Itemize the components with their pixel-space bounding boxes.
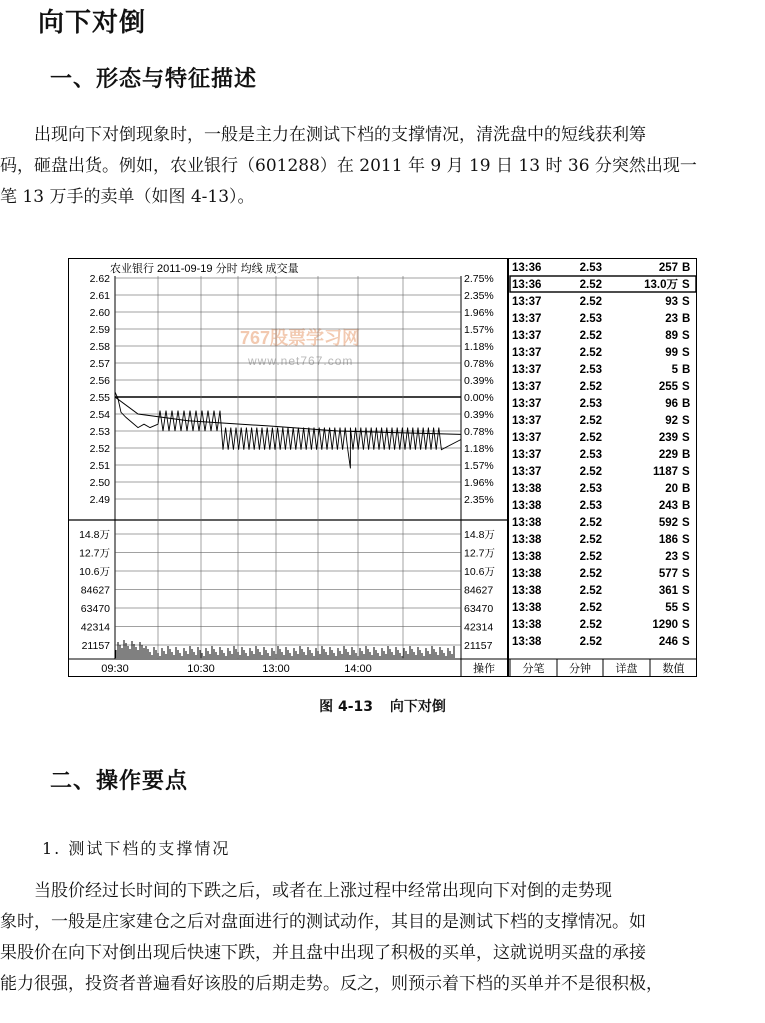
volume-tick-label-right: 84627 xyxy=(464,584,494,597)
trade-side: S xyxy=(682,534,690,546)
trade-price: 2.53 xyxy=(579,398,602,410)
trade-side: B xyxy=(682,500,691,512)
trade-volume: 20 xyxy=(665,483,678,495)
volume-tick-label: 14.8万 xyxy=(79,529,110,541)
section-heading-2: 二、操作要点 xyxy=(50,769,189,794)
trade-volume: 23 xyxy=(665,313,678,325)
price-tick-label: 2.53 xyxy=(89,426,110,438)
trade-side: S xyxy=(682,381,690,393)
time-tick-label: 14:00 xyxy=(344,663,372,675)
price-tick-label: 2.61 xyxy=(89,290,110,302)
trade-price: 2.52 xyxy=(579,432,602,444)
price-tick-label: 2.58 xyxy=(89,341,110,353)
volume-tick-label-right: 10.6万 xyxy=(464,566,495,578)
trade-price: 2.52 xyxy=(579,585,602,597)
trade-price: 2.52 xyxy=(579,296,602,308)
price-tick-label: 2.62 xyxy=(89,273,110,285)
trade-side: B xyxy=(682,364,691,376)
price-tick-label: 2.59 xyxy=(89,324,110,336)
percent-tick-label: 2.35% xyxy=(464,290,494,302)
percent-tick-label: 1.18% xyxy=(464,443,494,455)
trade-side: B xyxy=(682,262,691,274)
percent-tick-label: 0.78% xyxy=(464,426,494,438)
section-heading-1: 一、形态与特征描述 xyxy=(50,67,258,92)
volume-tick-label-right: 21157 xyxy=(464,640,493,652)
percent-tick-label: 1.57% xyxy=(464,324,494,336)
trade-time: 13:38 xyxy=(512,517,542,529)
price-tick-label: 2.54 xyxy=(89,409,110,421)
trade-time: 13:37 xyxy=(512,364,542,376)
trade-time: 13:36 xyxy=(512,279,542,291)
trade-time: 13:38 xyxy=(512,483,542,495)
volume-tick-label-right: 63470 xyxy=(464,603,494,615)
trade-time: 13:37 xyxy=(512,296,542,308)
trade-time: 13:38 xyxy=(512,585,542,597)
trade-volume: 92 xyxy=(665,415,678,427)
paragraph-1-line: 出现向下对倒现象时，一般是主力在测试下档的支撑情况，清洗盘中的短线获利筹 xyxy=(34,125,646,145)
trade-time: 13:36 xyxy=(512,262,542,274)
paragraph-2-line: 象时，一般是庄家建仓之后对盘面进行的测试动作，其目的是测试下档的支撑情况。如 xyxy=(0,912,646,932)
trade-side: S xyxy=(682,619,690,631)
trade-volume: 5 xyxy=(671,364,678,376)
volume-tick-label: 21157 xyxy=(81,640,110,652)
trade-side: B xyxy=(682,449,691,461)
trade-price: 2.53 xyxy=(579,262,602,274)
trade-time: 13:38 xyxy=(512,500,542,512)
trade-price: 2.52 xyxy=(579,602,602,614)
trade-volume: 1187 xyxy=(653,466,678,478)
trade-side: B xyxy=(682,398,691,410)
trade-volume: 13.0万 xyxy=(644,279,678,291)
paragraph-2 xyxy=(0,876,765,1000)
percent-tick-label: 0.39% xyxy=(464,409,494,421)
trade-side: S xyxy=(682,296,690,308)
volume-tick-label: 63470 xyxy=(80,603,110,615)
volume-tick-label-right: 12.7万 xyxy=(464,547,495,560)
figure-caption-text: 向下对倒 xyxy=(389,699,446,715)
price-tick-label: 2.60 xyxy=(89,307,110,319)
trade-price: 2.52 xyxy=(579,619,602,631)
trade-volume: 89 xyxy=(665,330,678,342)
percent-tick-label: 2.75% xyxy=(464,273,494,285)
figure-caption xyxy=(0,696,765,716)
price-tick-label: 2.57 xyxy=(89,358,110,370)
intraday-chart-figure xyxy=(68,258,698,678)
paragraph-2-line: 果股价在向下对倒出现后快速下跌，并且盘中出现了积极的买单，这就说明买盘的承接 xyxy=(0,943,646,963)
trade-volume: 592 xyxy=(658,517,678,529)
paragraph-2-line: 能力很强，投资者普遍看好该股的后期走势。反之，则预示着下档的买单并不是很积极， xyxy=(0,974,663,994)
figure-frame xyxy=(69,259,697,677)
trade-volume: 96 xyxy=(665,398,678,410)
trade-side: S xyxy=(682,330,690,342)
tab-0[interactable]: 分笔 xyxy=(522,663,545,675)
trade-time: 13:37 xyxy=(512,381,542,393)
trade-side: S xyxy=(682,279,690,291)
price-tick-label: 2.50 xyxy=(89,477,110,489)
trade-time: 13:37 xyxy=(512,449,542,461)
trade-price: 2.53 xyxy=(579,483,602,495)
trade-side: S xyxy=(682,466,690,478)
trade-price: 2.52 xyxy=(579,517,602,529)
figure-caption-number: 图 4-13 xyxy=(319,699,374,715)
price-tick-label: 2.51 xyxy=(89,460,110,472)
percent-tick-label: 2.35% xyxy=(464,494,494,506)
paragraph-1 xyxy=(0,120,765,213)
chart-header: 农业银行 2011-09-19 分时 均线 成交量 xyxy=(110,263,299,275)
trade-price: 2.52 xyxy=(579,568,602,580)
page-title: 向下对倒 xyxy=(38,8,147,38)
trade-side: S xyxy=(682,585,690,597)
time-tick-label: 10:30 xyxy=(187,663,215,675)
watermark-url: www.net767.com xyxy=(248,354,354,368)
volume-tick-label-right: 14.8万 xyxy=(464,529,495,541)
trade-volume: 239 xyxy=(658,432,678,444)
trade-volume: 243 xyxy=(658,500,678,512)
operate-button-label: 操作 xyxy=(473,663,495,675)
trade-side: S xyxy=(682,432,690,444)
trade-side: S xyxy=(682,602,690,614)
trade-price: 2.52 xyxy=(579,330,602,342)
trade-volume: 99 xyxy=(665,347,678,359)
trade-volume: 1290 xyxy=(652,619,678,631)
trade-time: 13:38 xyxy=(512,568,542,580)
trade-volume: 23 xyxy=(665,551,678,563)
trade-volume: 255 xyxy=(658,381,678,393)
trade-time: 13:37 xyxy=(512,398,542,410)
trade-price: 2.53 xyxy=(579,449,602,461)
trade-side: B xyxy=(682,483,691,495)
trade-volume: 93 xyxy=(665,296,678,308)
trade-time: 13:37 xyxy=(512,347,542,359)
trade-time: 13:37 xyxy=(512,432,542,444)
trade-volume: 186 xyxy=(658,534,678,546)
trade-side: S xyxy=(682,347,690,359)
trade-price: 2.52 xyxy=(579,551,602,563)
trade-price: 2.52 xyxy=(579,534,602,546)
volume-tick-label: 12.7万 xyxy=(79,547,110,560)
trade-price: 2.52 xyxy=(579,466,602,478)
trade-volume: 246 xyxy=(658,636,678,648)
paragraph-1-line: 笔 13 万手的卖单（如图 4-13）。 xyxy=(0,187,255,207)
trade-price: 2.52 xyxy=(579,381,602,393)
trade-side: S xyxy=(682,517,690,529)
percent-tick-label: 1.57% xyxy=(464,460,494,472)
trade-side: S xyxy=(682,568,690,580)
price-tick-label: 2.52 xyxy=(89,443,110,455)
percent-tick-label: 0.39% xyxy=(464,375,494,387)
trade-time: 13:38 xyxy=(512,534,542,546)
trade-price: 2.52 xyxy=(579,415,602,427)
percent-tick-label: 1.18% xyxy=(464,341,494,353)
trade-time: 13:37 xyxy=(512,466,542,478)
trade-time: 13:37 xyxy=(512,330,542,342)
trade-side: S xyxy=(682,636,690,648)
percent-tick-label: 0.00% xyxy=(464,392,494,404)
trade-price: 2.53 xyxy=(579,364,602,376)
trade-volume: 361 xyxy=(658,585,678,597)
volume-tick-label: 84627 xyxy=(80,584,110,597)
price-tick-label: 2.49 xyxy=(89,494,110,506)
percent-tick-label: 1.96% xyxy=(464,477,494,489)
trade-time: 13:38 xyxy=(512,619,542,631)
trade-time: 13:38 xyxy=(512,636,542,648)
trade-price: 2.53 xyxy=(579,500,602,512)
percent-tick-label: 0.78% xyxy=(464,358,494,370)
tab-1[interactable]: 分钟 xyxy=(569,663,591,675)
tab-3[interactable]: 数值 xyxy=(662,663,685,675)
trade-time: 13:38 xyxy=(512,602,542,614)
trade-volume: 257 xyxy=(658,262,678,274)
trade-side: S xyxy=(682,551,690,563)
volume-tick-label: 42314 xyxy=(80,621,110,634)
tab-2[interactable]: 详盘 xyxy=(615,663,638,675)
trade-side: S xyxy=(682,415,690,427)
trade-volume: 577 xyxy=(658,568,678,580)
trade-side: B xyxy=(682,313,691,325)
price-tick-label: 2.55 xyxy=(89,392,110,404)
trade-volume: 55 xyxy=(665,602,678,614)
volume-tick-label-right: 42314 xyxy=(464,621,494,634)
watermark-logo: 767股票学习网 xyxy=(240,328,361,348)
trade-volume: 229 xyxy=(658,449,678,461)
trade-time: 13:37 xyxy=(512,415,542,427)
trade-price: 2.52 xyxy=(579,636,602,648)
trade-time: 13:38 xyxy=(512,551,542,563)
paragraph-2-line: 当股价经过长时间的下跌之后，或者在上涨过程中经常出现向下对倒的走势现 xyxy=(34,881,612,901)
paragraph-1-line: 码，砸盘出货。例如，农业银行（601288）在 2011 年 9 月 19 日 13 时 36 分突然出现一 xyxy=(0,156,697,176)
price-tick-label: 2.56 xyxy=(89,375,110,387)
percent-tick-label: 1.96% xyxy=(464,307,494,319)
volume-tick-label: 10.6万 xyxy=(79,566,110,578)
time-tick-label: 09:30 xyxy=(101,663,129,675)
trade-time: 13:37 xyxy=(512,313,542,325)
trade-price: 2.52 xyxy=(579,347,602,359)
subsection-heading: 1. 测试下档的支撑情况 xyxy=(42,839,231,858)
trade-price: 2.52 xyxy=(579,279,602,291)
time-tick-label: 13:00 xyxy=(262,663,290,675)
trade-price: 2.53 xyxy=(579,313,602,325)
